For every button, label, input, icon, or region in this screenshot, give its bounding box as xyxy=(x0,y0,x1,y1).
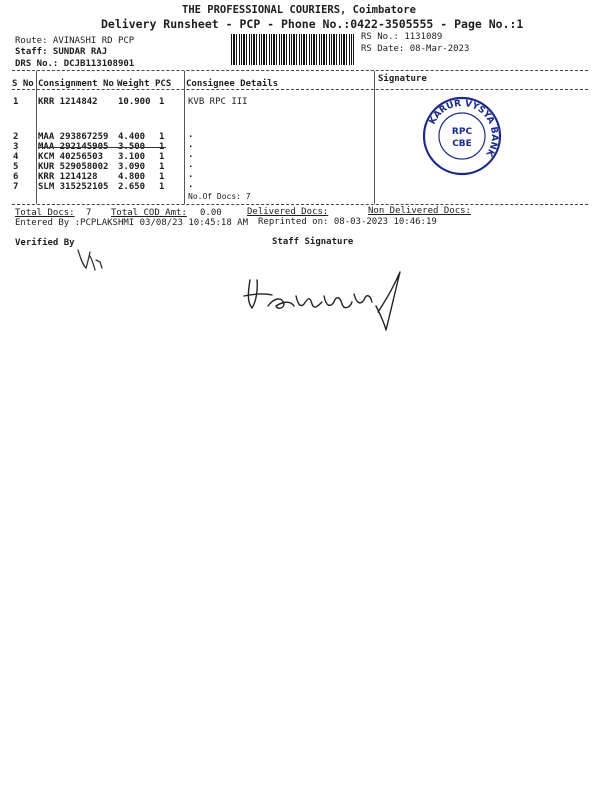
row-weight: 3.500 xyxy=(118,142,146,152)
row-details: . xyxy=(188,130,194,140)
total-docs-value: 7 xyxy=(86,208,92,218)
row-consignment-no: KUR 529058002 xyxy=(38,162,109,172)
verified-by-label: Verified By xyxy=(15,238,75,248)
row-pcs: 1 xyxy=(159,162,165,172)
staff-signature-label: Staff Signature xyxy=(272,237,354,247)
staff-label: Staff: SUNDAR RAJ xyxy=(15,47,108,57)
row-pcs: 1 xyxy=(159,132,165,142)
row-weight: 4.800 xyxy=(118,172,146,182)
drs-number: DRS No.: DCJB113108901 xyxy=(15,59,135,69)
row-details: . xyxy=(188,180,194,190)
row-weight: 3.090 xyxy=(118,162,146,172)
row-weight: 4.400 xyxy=(118,132,146,142)
reprinted-on: Reprinted on: 08-03-2023 10:46:19 xyxy=(258,217,437,227)
stamp-center-top: RPC xyxy=(451,127,473,137)
runsheet-title: Delivery Runsheet - PCP - Phone No.:0422-3505555 - Page No.:1 xyxy=(101,17,524,31)
row-sno: 7 xyxy=(13,182,19,192)
table-bottom-rule xyxy=(12,204,588,205)
rs-number: RS No.: 1131089 xyxy=(361,32,443,42)
row-sno: 1 xyxy=(13,97,19,107)
row-details: . xyxy=(188,140,194,150)
total-docs-label: Total Docs: xyxy=(15,208,75,218)
stamp-center-bottom: CBE xyxy=(452,139,472,149)
row-sno: 6 xyxy=(13,172,19,182)
verified-signature xyxy=(74,246,108,274)
row-weight: 3.100 xyxy=(118,152,146,162)
row-weight: 10.900 xyxy=(118,97,151,107)
col-sno: S No xyxy=(12,79,34,89)
stamp-ring-text: KARUR VYSYA BANK xyxy=(427,98,500,158)
row-consignment-no: KRR 1214128 xyxy=(38,172,98,182)
col-weight: Weight xyxy=(117,79,150,89)
row-sno: 4 xyxy=(13,152,19,162)
rs-date: RS Date: 08-Mar-2023 xyxy=(361,44,470,54)
row-strike xyxy=(38,147,166,148)
delivered-docs: Delivered Docs: xyxy=(247,207,329,217)
total-cod-label: Total COD Amt: xyxy=(111,208,187,218)
row-consignment-no: MAA 292145905 xyxy=(38,142,109,152)
row-pcs: 1 xyxy=(159,172,165,182)
entered-by: Entered By :PCPLAKSHMI 03/08/23 10:45:18 AM xyxy=(15,218,248,228)
row-pcs: 1 xyxy=(159,142,165,152)
col-pcs: PCS xyxy=(155,79,172,89)
bank-stamp xyxy=(422,96,502,176)
col-consignee-details: Consignee Details xyxy=(186,79,279,89)
row-details: . xyxy=(188,150,194,160)
row-consignment-no: KCM 40256503 xyxy=(38,152,104,162)
col-signature: Signature xyxy=(378,74,427,84)
row-pcs: 1 xyxy=(159,97,165,107)
total-cod-value: 0.00 xyxy=(200,208,222,218)
row-consignment-no: KRR 1214842 xyxy=(38,97,98,107)
row-consignment-no: SLM 315252105 xyxy=(38,182,109,192)
row-consignment-no: MAA 293867259 xyxy=(38,132,109,142)
no-of-docs: No.Of Docs: 7 xyxy=(188,192,251,201)
row-sno: 2 xyxy=(13,132,19,142)
row-pcs: 1 xyxy=(159,152,165,162)
company-title: THE PROFESSIONAL COURIERS, Coimbatore xyxy=(182,4,416,16)
row-details: KVB RPC III xyxy=(188,97,248,107)
row-weight: 2.650 xyxy=(118,182,146,192)
row-sno: 3 xyxy=(13,142,19,152)
column-divider xyxy=(374,71,375,204)
row-details: . xyxy=(188,160,194,170)
column-divider xyxy=(36,71,37,204)
route-label: Route: AVINASHI RD PCP xyxy=(15,36,135,46)
non-delivered-docs: Non Delivered Docs: xyxy=(368,206,471,216)
column-divider xyxy=(184,71,185,204)
staff-signature xyxy=(238,266,413,338)
row-sno: 5 xyxy=(13,162,19,172)
col-consignment-no: Consignment No xyxy=(38,79,114,89)
row-details: . xyxy=(188,170,194,180)
row-pcs: 1 xyxy=(159,182,165,192)
header-top-rule xyxy=(12,70,588,71)
drs-barcode xyxy=(231,34,354,65)
